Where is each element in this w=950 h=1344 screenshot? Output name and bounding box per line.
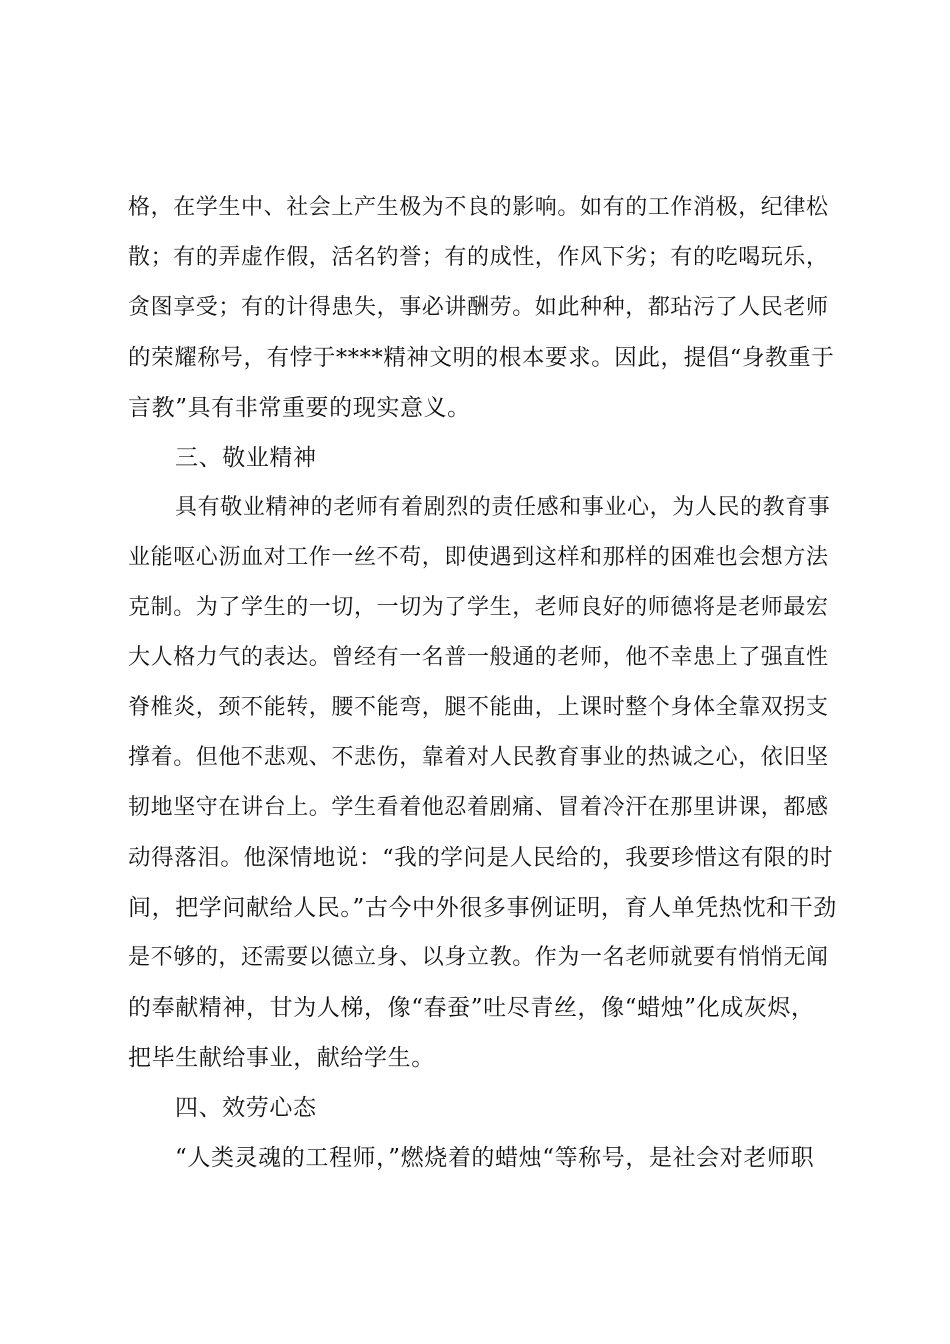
paragraph-1-line-2: 散；有的弄虚作假，活名钓誉；有的成性，作风下劣；有的吃喝玩乐， — [128, 245, 829, 270]
section-heading-3: 三、敬业精神 — [175, 445, 317, 471]
paragraph-2-line-11: 的奉献精神，甘为人梯，像“春蚕”吐尽青丝，像“蜡烛”化成灰烬， — [128, 995, 815, 1021]
paragraph-1-line-5: 言教”具有非常重要的现实意义。 — [128, 395, 471, 421]
paragraph-3-line-1: “人类灵魂的工程师，”燃烧着的蜡烛“等称号，是社会对老师职 — [175, 1145, 815, 1171]
paragraph-2-line-3: 克制。为了学生的一切，一切为了学生，老师良好的师德将是老师最宏 — [128, 595, 829, 620]
paragraph-1-line-4: 的荣耀称号，有悖于****精神文明的根本要求。因此，提倡“身教重于 — [128, 345, 835, 371]
paragraph-1-line-3: 贪图享受；有的计得患失，事必讲酬劳。如此种种，都玷污了人民老师 — [128, 295, 829, 320]
paragraph-2-line-10: 是不够的，还需要以德立身、以身立教。作为一名老师就要有悄悄无闻 — [128, 945, 829, 970]
paragraph-2-line-1: 具有敬业精神的老师有着剧烈的责任感和事业心，为人民的教育事 — [175, 495, 831, 520]
section-heading-4: 四、效劳心态 — [175, 1095, 317, 1121]
paragraph-1-line-1: 格，在学生中、社会上产生极为不良的影响。如有的工作消极，纪律松 — [128, 195, 829, 220]
paragraph-2-line-9: 间，把学问献给人民。”古今中外很多事例证明，育人单凭热忱和干劲 — [128, 895, 837, 921]
paragraph-2-line-2: 业能呕心沥血对工作一丝不苟，即使遇到这样和那样的困难也会想方法 — [128, 545, 829, 570]
paragraph-2-line-5: 脊椎炎，颈不能转，腰不能弯，腿不能曲，上课时整个身体全靠双拐支 — [128, 695, 829, 720]
paragraph-2-line-6: 撑着。但他不悲观、不悲伤，靠着对人民教育事业的热诚之心，依旧坚 — [128, 745, 829, 770]
paragraph-2-line-4: 大人格力气的表达。曾经有一名普一般通的老师，他不幸患上了强直性 — [128, 645, 829, 670]
paragraph-2-line-12: 把毕生献给事业，献给学生。 — [128, 1045, 435, 1071]
paragraph-2-line-7: 韧地坚守在讲台上。学生看着他忍着剧痛、冒着冷汗在那里讲课，都感 — [128, 795, 829, 820]
paragraph-2-line-8: 动得落泪。他深情地说：“我的学问是人民给的，我要珍惜这有限的时 — [128, 845, 834, 871]
